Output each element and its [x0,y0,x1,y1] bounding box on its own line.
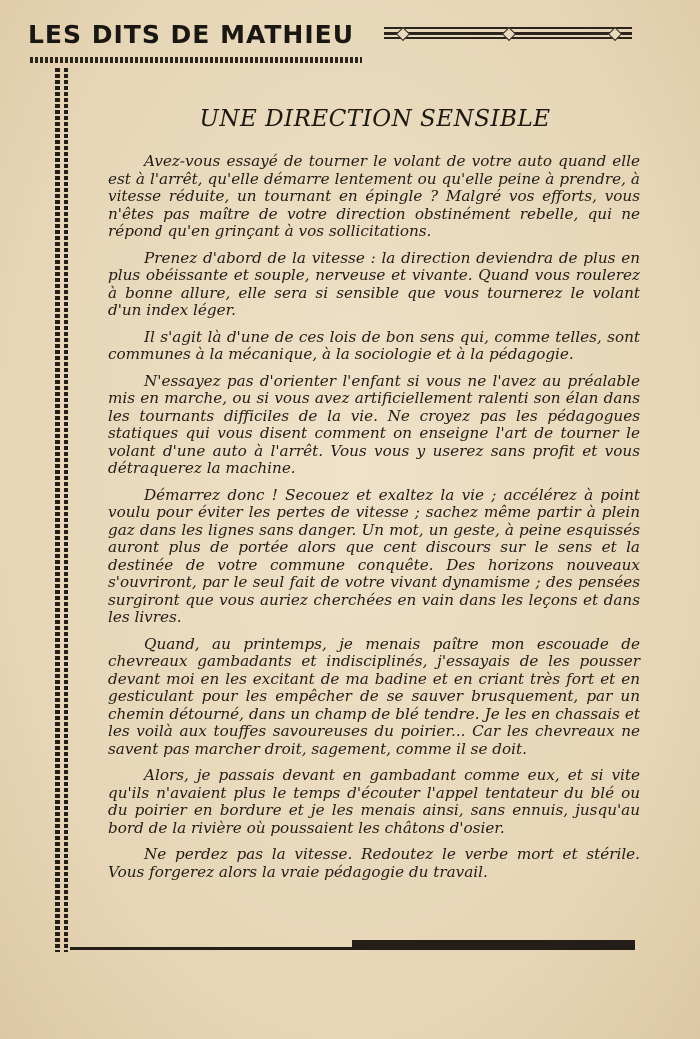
title-dotted-rule [30,57,362,63]
paragraph-5: Démarrez donc ! Secouez et exaltez la vie ; accélérez à point voulu pour éviter les pertes de vitesse ; sachez même partir à plein gaz dans les lignes sans danger. Un mot, un geste, à peine esquissés auront plus de portée alors que cent discours sur le sens et la destinée de votre commune conquête. Des horizons nouveaux s'ouvriront, par le seul fait de votre vivant dynamisme ; des pensées surgiront que vous auriez cherchées en vain dans les leçons et dans les livres. [108,485,640,626]
left-border-bar [55,68,71,952]
article-title: UNE DIRECTION SENSIBLE [199,106,551,132]
paragraph-1: Avez-vous essayé de tourner le volant de votre auto quand elle est à l'arrêt, qu'elle démarre lentement ou qu'elle peine à prendre, à vitesse réduite, un tournant en épingle ? Malgré vos efforts, vous n'êtes pas maître de votre direction obstinément rebelle, qui ne répond qu'en grinçant à vos sollicitations. [108,152,640,240]
article-body [108,153,640,890]
bottom-rule-thin [70,947,360,950]
paragraph-7: Alors, je passais devant en gambadant comme eux, et si vite qu'ils n'avaient plus le temps d'écouter l'appel tentateur du blé ou du poirier en bordure et je les menais ainsi, sans ennuis, jusqu'au bord de la rivière où poussaient les châtons d'osier. [108,766,640,837]
ornament-rule-icon [384,26,632,40]
paragraph-4: N'essayez pas d'orienter l'enfant si vous ne l'avez au préalable mis en marche, ou si vous avez artificiellement ralenti son élan dans les tournants difficiles de la vie. Ne croyez pas les pédagogues statiques qui vous disent comment on enseigne l'art de tourner le volant d'une auto à l'arrêt. Vous vous y userez sans profit et vous détraquerez la machine. [108,371,640,477]
column-title: LES DITS DE MATHIEU [28,20,355,49]
paragraph-3: Il s'agit là d'une de ces lois de bon sens qui, comme telles, sont communes à la mécanique, à la sociologie et à la pédagogie. [108,327,640,363]
bottom-rule-thick [352,940,635,950]
paragraph-2: Prenez d'abord de la vitesse : la direction deviendra de plus en plus obéissante et souple, nerveuse et vivante. Quand vous roulerez à bonne allure, elle sera si sensible que vous tournerez le volant d'un index léger. [108,248,640,319]
paragraph-6: Quand, au printemps, je menais paître mon escouade de chevreaux gambadants et indisciplinés, j'essayais de les pousser devant moi en les excitant de ma badine et en criant très fort et en gesticulant pour les empêcher de se sauver brusquement, par un chemin détourné, dans un champ de blé tendre. Je les en chassais et les voilà aux touffes savoureuses du poirier... Car les chevreaux ne savent pas marcher droit, sagement, comme il se doit. [108,634,640,758]
paragraph-8: Ne perdez pas la vitesse. Redoutez le verbe mort et stérile. Vous forgerez alors la vraie pédagogie du travail. [108,845,640,881]
